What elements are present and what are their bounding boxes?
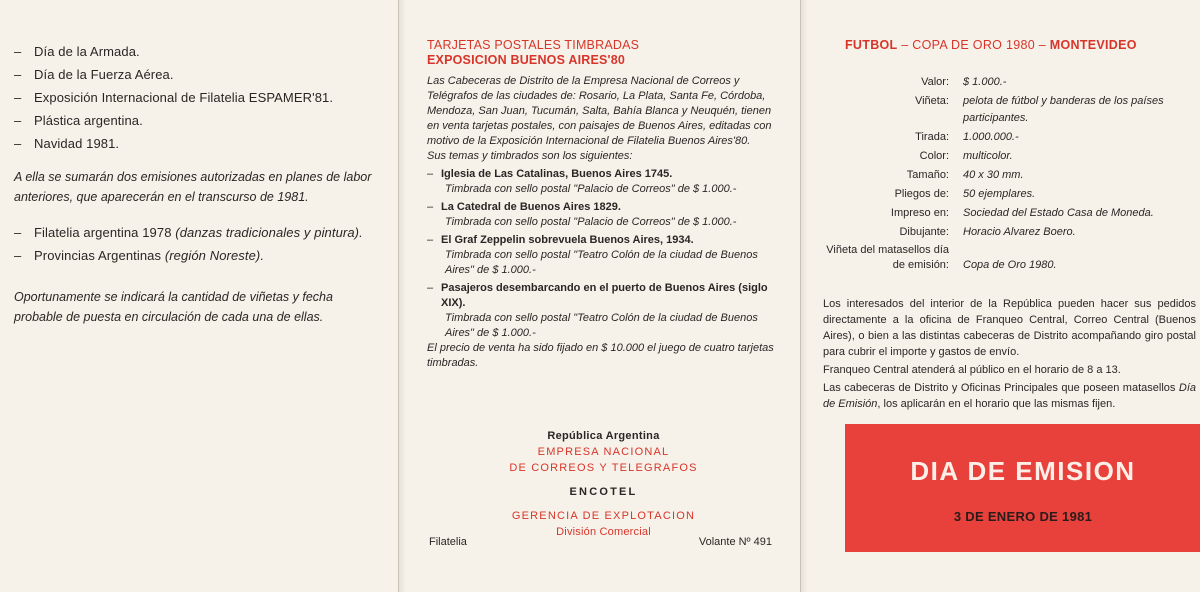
paragraph: Las cabeceras de Distrito y Oficinas Principales que poseen matasellos Día de Emisión, los aplicarán en el horario que las mismas fijen. (823, 382, 1196, 410)
spec-row: Viñeta: pelota de fútbol y banderas de los países participantes. (914, 95, 1164, 124)
section-heading: TARJETAS POSTALES TIMBRADAS (427, 38, 640, 52)
filatelia-label: Filatelia (429, 536, 467, 548)
list-item: – Día de la Fuerza Aérea. (14, 67, 174, 82)
issue-day-banner (845, 424, 1200, 552)
list-item: – Plástica argentina. (14, 113, 143, 128)
paragraph: Los interesados del interior de la República pueden hacer sus pedidos directamente a la oficina de Franqueo Central, Correo Central (Buenos Aires), o bien a las distintas cabeceras de Distrito acompañando giro postal para cubrir el importe y gastos de envío. (823, 298, 1196, 358)
left-panel (0, 0, 398, 592)
theme-item: – El Graf Zeppelin sobrevuela Buenos Aires, 1934. Timbrada con sello postal "Teatro Colón de la ciudad de Buenos Aires" de $ 1.000.- (427, 234, 758, 276)
company-name-1: EMPRESA NACIONAL (537, 446, 670, 458)
volante-number: Volante Nº 491 (698, 536, 772, 548)
themes-intro: Sus temas y timbrados son los siguientes: (427, 150, 633, 162)
list-item: – Provincias Argentinas (región Noreste). (14, 248, 265, 263)
banner-date: 3 DE ENERO DE 1981 (953, 509, 1093, 524)
spec-row: Color: multicolor. (919, 150, 1013, 162)
encotel-label: ENCOTEL (569, 486, 638, 498)
list-item: – Día de la Armada. (14, 44, 140, 59)
issue-list (14, 40, 384, 155)
intro-paragraph: Las Cabeceras de Distrito de la Empresa Nacional de Correos y Telégrafos de las ciudades de: Rosario, La Plata, Santa Fe, Córdoba, Mendoza, San Juan, Tucumán, Salta, Bahía Blanca y Neuquén, tienen en venta tarjetas postales, con paisajes de Buenos Aires, editadas con motivo de la Exposición Internacional de Filatelia Buenos Aires'80. (427, 75, 772, 147)
spec-row: Tirada: 1.000.000.- (915, 131, 1019, 143)
fold-shadow (398, 0, 406, 592)
price-note: El precio de venta ha sido fijado en $ 10.000 el juego de cuatro tarjetas timbradas. (427, 342, 774, 369)
division-name: División Comercial (556, 526, 651, 538)
department-name: GERENCIA DE EXPLOTACION (511, 510, 696, 522)
spec-row: Valor: $ 1.000.- (921, 76, 1007, 88)
theme-item: – La Catedral de Buenos Aires 1829. Timbrada con sello postal "Palacio de Correos" de $ 1.000.- (427, 201, 737, 228)
fold-shadow (800, 0, 808, 592)
ordering-info (823, 296, 1200, 412)
list-item: – Navidad 1981. (14, 136, 120, 151)
paragraph: A ella se sumarán dos emisiones autorizadas en planes de labor anteriores, que aparecerán en el transcurso de 1981. (14, 170, 372, 204)
theme-item: – Iglesia de Las Catalinas, Buenos Aires 1745. Timbrada con sello postal "Palacio de Correos" de $ 1.000.- (427, 168, 737, 195)
section-subheading: EXPOSICION BUENOS AIRES'80 (427, 53, 626, 67)
right-panel (800, 0, 1200, 592)
authorized-issue-list (14, 221, 384, 267)
spec-row: Viñeta del matasellos día de emisión: Copa de Oro 1980. (826, 244, 1057, 271)
paragraph: Oportunamente se indicará la cantidad de viñetas y fecha probable de puesta en circulación de cada una de ellas. (14, 290, 333, 324)
spec-row: Impreso en: Sociedad del Estado Casa de Moneda. (890, 207, 1154, 219)
paragraph: Franqueo Central atenderá al público en el horario de 8 a 13. (823, 364, 1121, 376)
spec-row: Tamaño: 40 x 30 mm. (906, 169, 1024, 181)
stamp-specs (823, 74, 1200, 274)
stamp-title: FUTBOL – COPA DE ORO 1980 – MONTEVIDEO (845, 38, 1137, 52)
banner-title: DIA DE EMISION (910, 456, 1136, 486)
middle-panel (398, 0, 800, 592)
issuer-block (427, 428, 780, 540)
spec-row: Dibujante: Horacio Alvarez Boero. (899, 226, 1076, 238)
country-name: República Argentina (547, 430, 660, 442)
list-item: – Filatelia argentina 1978 (danzas tradicionales y pintura). (14, 225, 363, 240)
theme-item: – Pasajeros desembarcando en el puerto de Buenos Aires (siglo XIX). Timbrada con sello postal "Teatro Colón de la ciudad de Buenos Aires" de $ 1.000.- (427, 282, 768, 339)
list-item: – Exposición Internacional de Filatelia ESPAMER'81. (14, 90, 334, 105)
spec-row: Pliegos de: 50 ejemplares. (894, 188, 1036, 200)
company-name-2: DE CORREOS Y TELEGRAFOS (509, 462, 698, 474)
